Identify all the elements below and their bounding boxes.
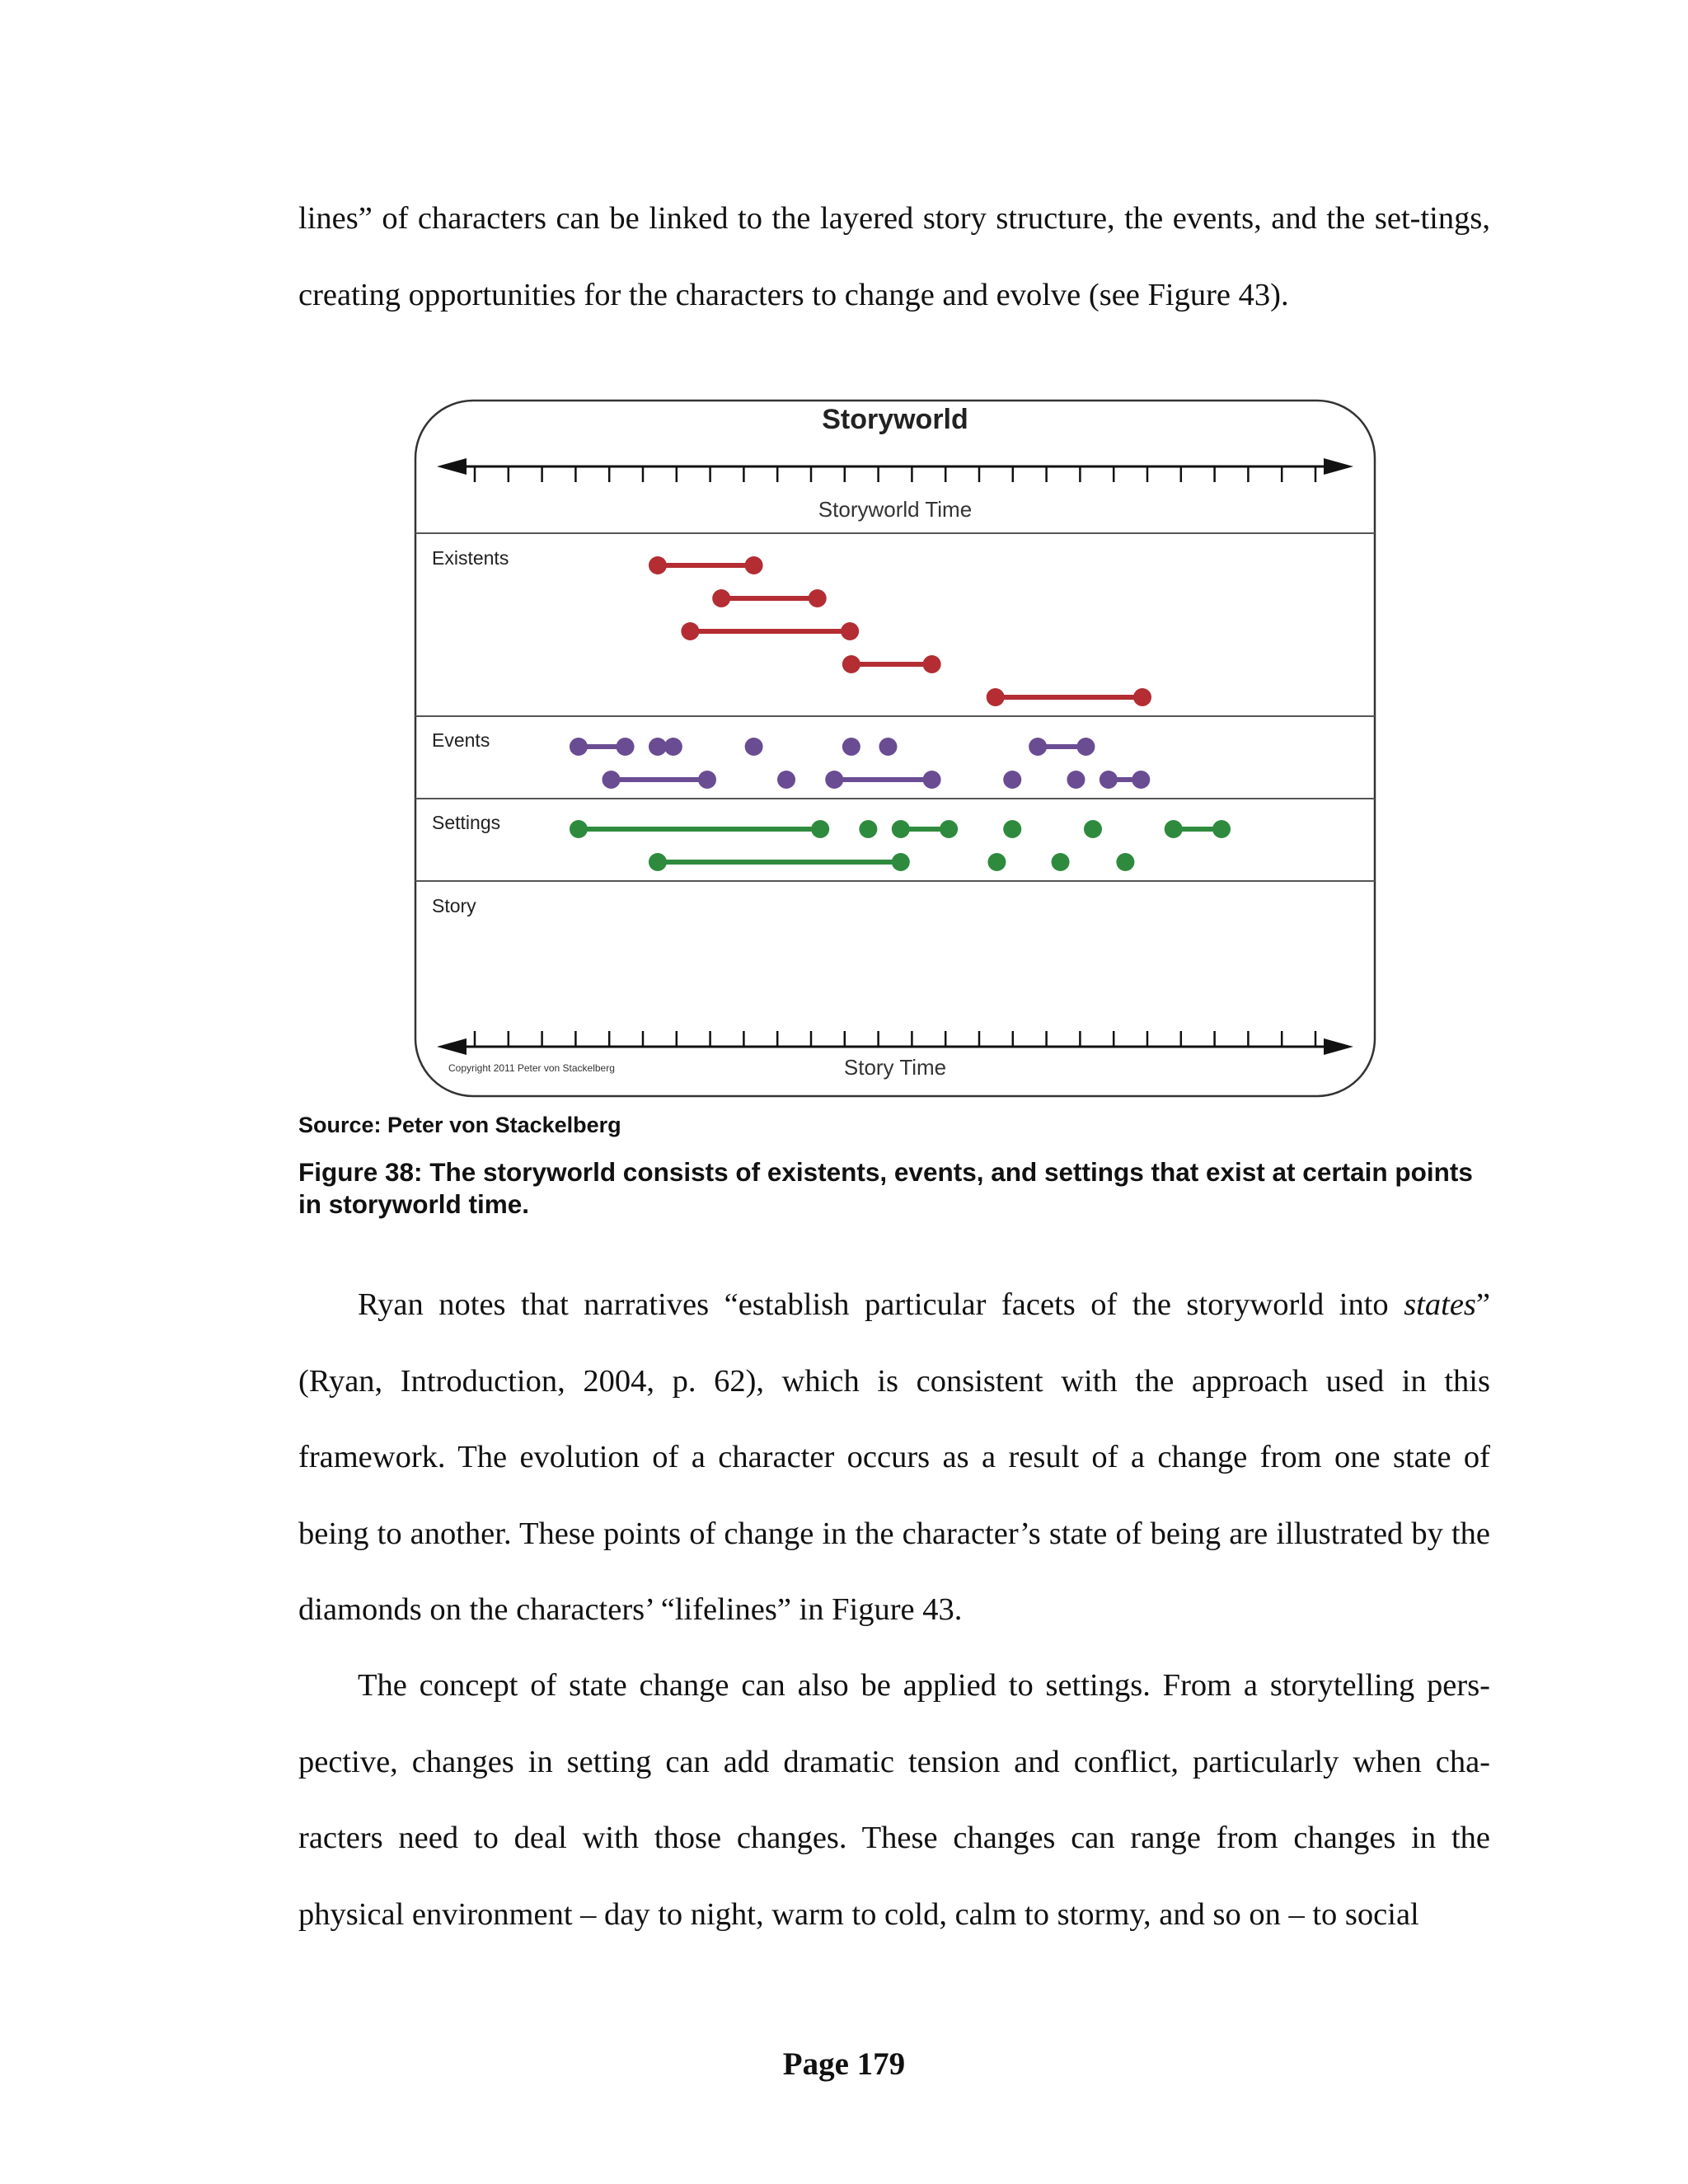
timeline-point <box>879 738 897 756</box>
timeline-point <box>1029 738 1047 756</box>
timeline-point <box>681 622 699 640</box>
setting-mark <box>1084 820 1102 838</box>
timeline-point <box>570 820 588 838</box>
timeline-point <box>1132 771 1150 789</box>
timeline-point <box>1003 820 1021 838</box>
event-mark <box>1003 771 1021 789</box>
event-mark <box>777 771 795 789</box>
timeline-point <box>1084 820 1102 838</box>
timeline-point <box>1003 771 1021 789</box>
event-mark <box>879 738 897 756</box>
timeline-point <box>841 622 859 640</box>
timeline-point <box>1052 853 1070 871</box>
timeline-point <box>842 738 860 756</box>
timeline-point <box>1133 688 1151 706</box>
event-mark <box>1067 771 1085 789</box>
figure-caption: Figure 38: The storyworld consists of existents, events, and settings that exist at certain points in storyworld time. <box>298 1157 1473 1219</box>
storyworld-figure <box>414 399 1376 1098</box>
timeline-point <box>745 556 763 574</box>
event-mark <box>842 738 860 756</box>
figure-source: Source: Peter von Stackelberg <box>298 1113 621 1137</box>
row-label-existents: Existents <box>432 547 509 569</box>
timeline-point <box>1100 771 1118 789</box>
timeline-point <box>809 589 827 607</box>
setting-mark <box>859 820 877 838</box>
setting-mark <box>1052 853 1070 871</box>
timeline-point <box>745 738 763 756</box>
timeline-point <box>1067 771 1085 789</box>
emphasis-text: states <box>1404 1287 1476 1322</box>
timeline-point <box>1076 738 1095 756</box>
timeline-point <box>712 589 730 607</box>
copyright-notice: Copyright 2011 Peter von Stackelberg <box>448 1062 615 1074</box>
timeline-point <box>923 771 941 789</box>
timeline-point <box>1165 820 1183 838</box>
timeline-point <box>892 820 910 838</box>
timeline-point <box>649 853 667 871</box>
timeline-point <box>617 738 635 756</box>
timeline-point <box>987 688 1005 706</box>
figure-title: Storyworld <box>822 404 968 435</box>
page-number: Page 179 <box>782 2046 906 2082</box>
row-label-story: Story <box>432 895 476 916</box>
storyworld-diagram <box>414 399 1376 1098</box>
setting-mark <box>1003 820 1021 838</box>
paragraph-text: ” (Ryan, Introduction, 2004, p. 62), which is consistent with the approach used in this framework. The evolution of a character occurs as a result of a change from one state of being to another. These points of change in the character’s state of being are illustrated by the diamonds on the characters’ “lifelines” in Figure 43. <box>298 1287 1490 1627</box>
timeline-point <box>664 738 682 756</box>
event-mark <box>745 738 763 756</box>
timeline-point <box>777 771 795 789</box>
setting-mark <box>987 853 1006 871</box>
paragraph-text: Ryan notes that narratives “establish particular facets of the storyworld into <box>358 1287 1404 1322</box>
timeline-point <box>892 853 910 871</box>
row-label-events: Events <box>432 729 490 751</box>
body-paragraph: lines” of characters can be linked to the layered story structure, the events, and the set-tings, creating opportunities for the characters to change and evolve (see Figure 43). <box>298 201 1490 312</box>
body-paragraph <box>298 1267 1490 1648</box>
timeline-point <box>923 655 941 673</box>
timeline-point <box>842 655 860 673</box>
story-time-label: Story Time <box>843 1055 947 1080</box>
timeline-point <box>940 820 958 838</box>
timeline-point <box>1212 820 1231 838</box>
row-label-settings: Settings <box>432 812 501 833</box>
timeline-point <box>1116 853 1134 871</box>
timeline-point <box>698 771 716 789</box>
timeline-point <box>859 820 877 838</box>
body-paragraph: The concept of state change can also be applied to settings. From a storytelling pers-pective, changes in setting can add dramatic tension and conflict, particularly when cha-racters need to deal with those changes. These changes can range from changes in the physical environment – day to night, warm to cold, calm to stormy, and so on – to social <box>298 1668 1490 1932</box>
timeline-point <box>570 738 588 756</box>
timeline-point <box>649 738 667 756</box>
timeline-point <box>649 556 667 574</box>
timeline-point <box>602 771 620 789</box>
timeline-point <box>987 853 1006 871</box>
setting-mark <box>1116 853 1134 871</box>
timeline-point <box>811 820 829 838</box>
timeline-point <box>825 771 843 789</box>
storyworld-time-label: Storyworld Time <box>818 497 973 522</box>
